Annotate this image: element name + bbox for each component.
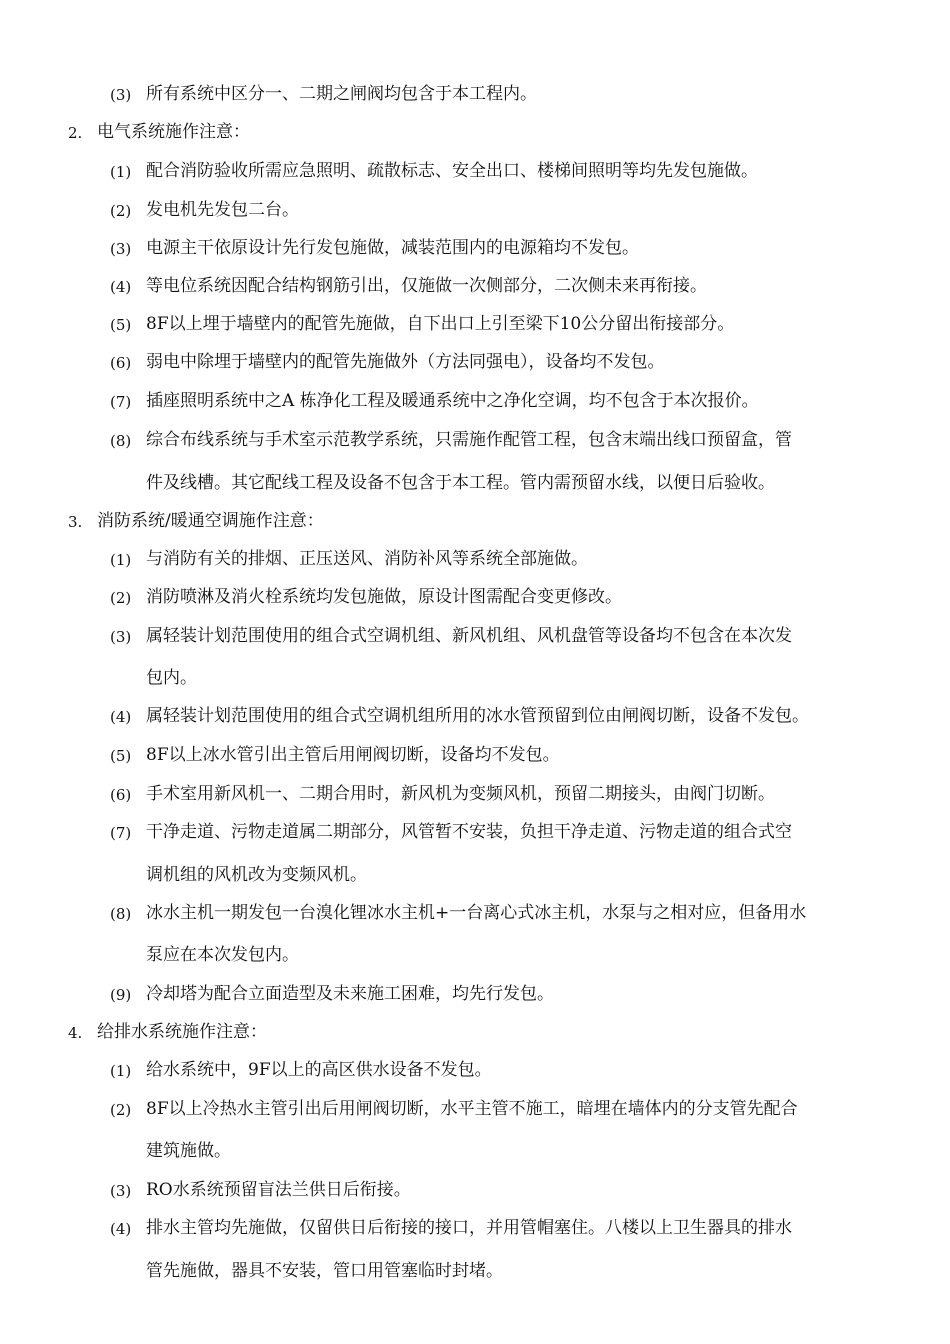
item-number: (7) [110, 824, 132, 842]
item-text: 冷却塔为配合立面造型及未来施工困难，均先行发包。 [146, 984, 554, 1004]
section-number: 4. [68, 1024, 83, 1042]
item-text-continued: 建筑施做。 [146, 1141, 231, 1161]
item-text: 插座照明系统中之A 栋净化工程及暖通系统中之净化空调，均不包含于本次报价。 [146, 391, 759, 411]
item-number: (3) [110, 628, 132, 646]
item-number: (4) [110, 278, 132, 296]
section-heading: 消防系统/暖通空调施作注意： [97, 511, 324, 531]
item-text: 干净走道、污物走道属二期部分，风管暂不安装，负担干净走道、污物走道的组合式空 [146, 822, 792, 842]
item-text: 消防喷淋及消火栓系统均发包施做，原设计图需配合变更修改。 [146, 587, 622, 607]
item-text: 排水主管均先施做，仅留供日后衔接的接口，并用管帽塞住。八楼以上卫生器具的排水 [146, 1218, 792, 1238]
item-text-continued: 包内。 [146, 668, 197, 688]
item-text: 属轻装计划范围使用的组合式空调机组所用的冰水管预留到位由闸阀切断，设备不发包。 [146, 706, 809, 726]
item-text: 属轻装计划范围使用的组合式空调机组、新风机组、风机盘管等设备均不包含在本次发 [146, 626, 792, 646]
item-number: (1) [110, 163, 132, 181]
item-text: 冰水主机一期发包一台溴化锂冰水主机+一台离心式冰主机，水泵与之相对应，但备用水 [146, 903, 807, 923]
item-number: (2) [110, 589, 132, 607]
item-text: 手术室用新风机一、二期合用时，新风机为变频风机，预留二期接头，由阀门切断。 [146, 784, 775, 804]
item-text: 与消防有关的排烟、正压送风、消防补风等系统全部施做。 [146, 549, 588, 569]
item-number: (6) [110, 786, 132, 804]
item-number: (2) [110, 1101, 132, 1119]
item-text: 8F以上冰水管引出主管后用闸阀切断，设备均不发包。 [146, 745, 560, 765]
item-text: 综合布线系统与手术室示范教学系统，只需施作配管工程，包含末端出线口预留盒，管 [146, 430, 792, 450]
item-number: (3) [110, 1182, 132, 1200]
section-heading: 电气系统施作注意： [97, 122, 250, 142]
item-number: (9) [110, 986, 132, 1004]
item-text: 8F以上冷热水主管引出后用闸阀切断，水平主管不施工，暗埋在墙体内的分支管先配合 [146, 1099, 798, 1119]
item-number: (8) [110, 432, 132, 450]
item-text: 发电机先发包二台。 [146, 200, 299, 220]
item-number: (4) [110, 1220, 132, 1238]
item-number: (5) [110, 316, 132, 334]
item-text: 弱电中除埋于墙壁内的配管先施做外（方法同强电），设备均不发包。 [146, 352, 665, 372]
section-number: 2. [68, 124, 83, 142]
item-number: (5) [110, 747, 132, 765]
item-number: (3) [110, 240, 132, 258]
item-number: (7) [110, 393, 132, 411]
item-number: (4) [110, 708, 132, 726]
item-text: 等电位系统因配合结构钢筋引出，仅施做一次侧部分，二次侧未来再衔接。 [146, 276, 707, 296]
item-number: (8) [110, 905, 132, 923]
item-number: (2) [110, 202, 132, 220]
item-text: RO水系统预留盲法兰供日后衔接。 [146, 1180, 411, 1200]
item-text: 所有系统中区分一、二期之闸阀均包含于本工程内。 [146, 84, 537, 104]
item-text: 配合消防验收所需应急照明、疏散标志、安全出口、楼梯间照明等均先发包施做。 [146, 161, 758, 181]
item-number: (1) [110, 551, 132, 569]
item-number: (1) [110, 1062, 132, 1080]
item-text-continued: 件及线槽。其它配线工程及设备不包含于本工程。管内需预留水线，以便日后验收。 [146, 473, 775, 493]
section-heading: 给排水系统施作注意： [97, 1022, 267, 1042]
item-number: (6) [110, 354, 132, 372]
item-text-continued: 管先施做，器具不安装，管口用管塞临时封堵。 [146, 1261, 503, 1281]
item-number: (3) [110, 86, 132, 104]
item-text: 电源主干依原设计先行发包施做，减装范围内的电源箱均不发包。 [146, 238, 639, 258]
item-text-continued: 调机组的风机改为变频风机。 [146, 865, 367, 885]
section-number: 3. [68, 513, 83, 531]
item-text: 给水系统中，9F以上的高区供水设备不发包。 [146, 1060, 492, 1080]
item-text: 8F以上埋于墙壁内的配管先施做，自下出口上引至梁下10公分留出衔接部分。 [146, 314, 735, 334]
item-text-continued: 泵应在本次发包内。 [146, 945, 299, 965]
